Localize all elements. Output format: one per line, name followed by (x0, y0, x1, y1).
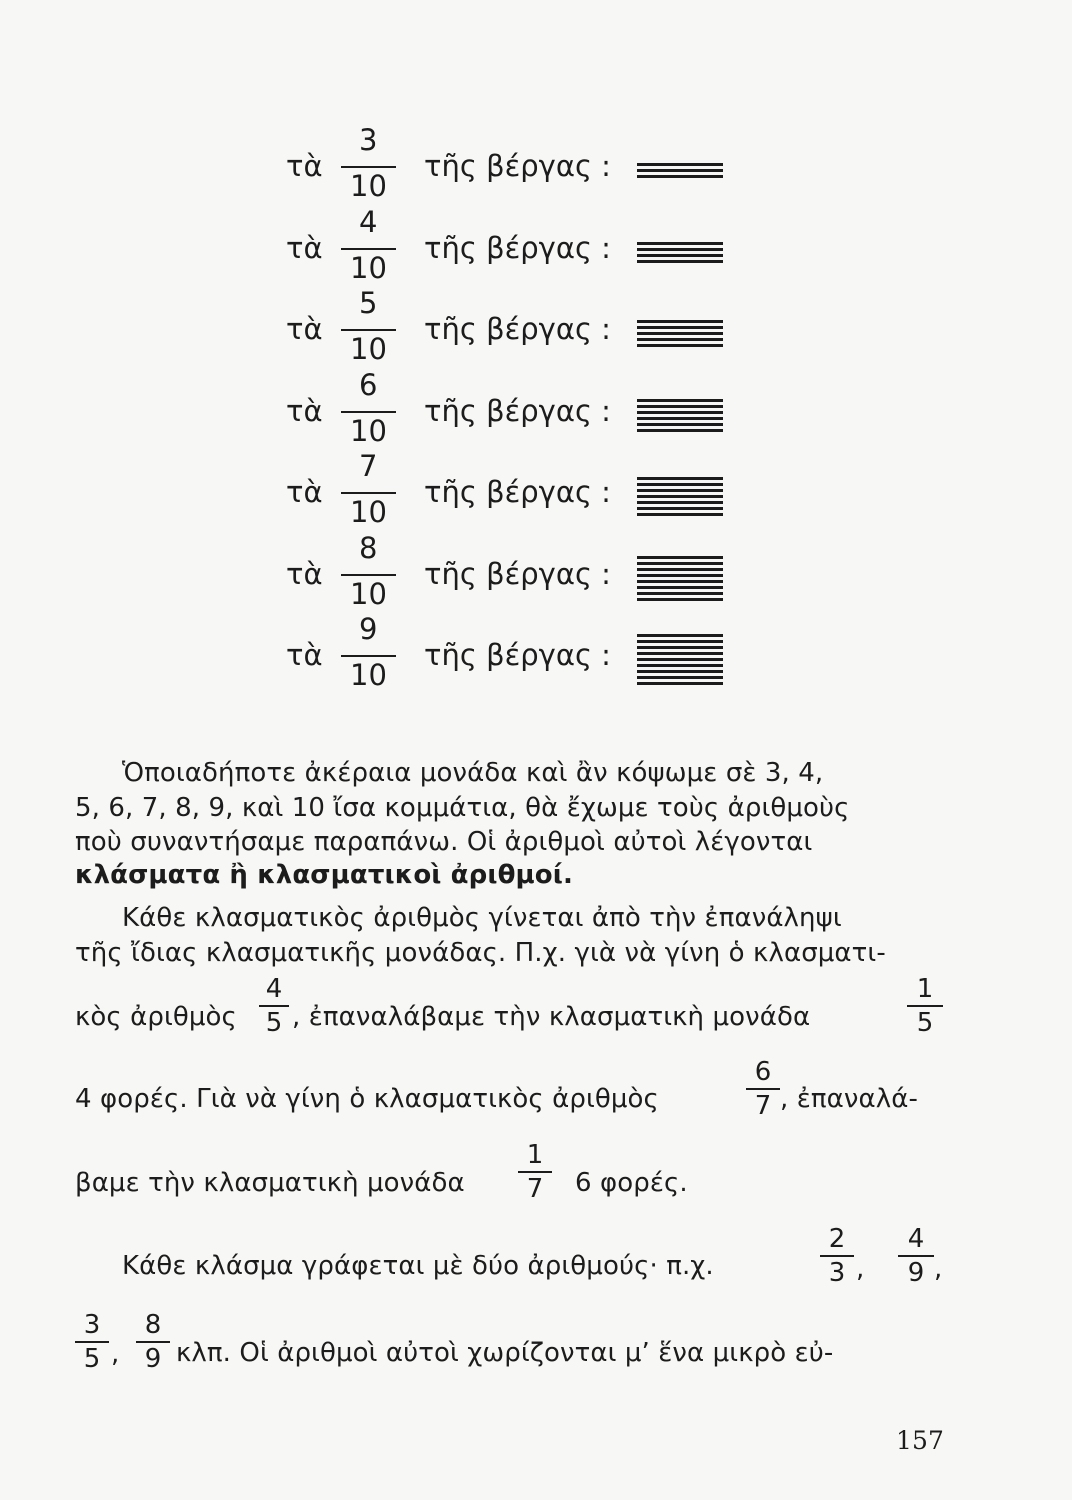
stripe (637, 423, 723, 426)
stripe (637, 260, 723, 263)
row-denominator: 10 (350, 577, 387, 611)
row-numerator: 7 (359, 449, 378, 483)
stripe (637, 248, 723, 251)
stripe (637, 574, 723, 577)
stripe (637, 568, 723, 571)
row-article: τὰ (286, 394, 323, 428)
para2-line2: τῆς ἴδιας κλασματικῆς μονάδας. Π.χ. γιὰ νὰ γίνη ὁ κλασματι- (75, 938, 886, 968)
row-phrase: τῆς βέργας : (424, 149, 611, 183)
stripe (637, 682, 723, 685)
stripe (637, 242, 723, 245)
row-article: τὰ (286, 475, 323, 509)
para1-line1: Ὁποιαδήποτε ἀκέραια μονάδα καὶ ἂν κόψωμε σὲ 3, 4, (122, 758, 824, 788)
fraction-8-9: 8 9 (136, 1312, 170, 1372)
para2-line5a: βαμε τὴν κλασματικὴ μονάδα (75, 1168, 465, 1198)
row-denominator: 10 (350, 169, 387, 203)
row-article: τὰ (286, 638, 323, 672)
stripe (637, 489, 723, 492)
stripe (637, 586, 723, 589)
row-numerator: 4 (359, 205, 378, 239)
para3-line2: κλπ. Οἱ ἀριθμοὶ αὐτοὶ χωρίζονται μ’ ἕνα μικρὸ εὐ- (176, 1338, 834, 1368)
comma-3: , (111, 1339, 120, 1369)
stripe (637, 326, 723, 329)
stripe (637, 501, 723, 504)
row-phrase: τῆς βέργας : (424, 231, 611, 265)
para2-line4a: 4 φορές. Γιὰ νὰ γίνη ὁ κλασματικὸς ἀριθμὸς (75, 1084, 659, 1114)
bar-stripes-icon (637, 477, 723, 516)
stripe (637, 411, 723, 414)
stripe (637, 163, 723, 166)
fraction-4-9: 4 9 (898, 1226, 934, 1286)
fraction-4-5: 4 5 (259, 976, 289, 1036)
stripe (637, 495, 723, 498)
bar-stripes-icon (637, 242, 723, 263)
stripe (637, 658, 723, 661)
row-phrase: τῆς βέργας : (424, 557, 611, 591)
row-denominator: 10 (350, 251, 387, 285)
stripe (637, 429, 723, 432)
fraction-1-5: 1 5 (907, 976, 943, 1036)
stripe (637, 338, 723, 341)
row-numerator: 9 (359, 612, 378, 646)
row-article: τὰ (286, 149, 323, 183)
row-denominator: 10 (350, 495, 387, 529)
fraction-1-7: 1 7 (518, 1142, 552, 1202)
para2-line4b: , ἐπαναλά- (780, 1084, 918, 1114)
row-phrase: τῆς βέργας : (424, 475, 611, 509)
stripe (637, 483, 723, 486)
row-article: τὰ (286, 231, 323, 265)
stripe (637, 580, 723, 583)
row-phrase: τῆς βέργας : (424, 312, 611, 346)
bar-stripes-icon (637, 634, 723, 685)
row-article: τὰ (286, 557, 323, 591)
stripe (637, 556, 723, 559)
stripe (637, 562, 723, 565)
stripe (637, 646, 723, 649)
stripe (637, 169, 723, 172)
para2-line1: Κάθε κλασματικὸς ἀριθμὸς γίνεται ἀπὸ τὴν ἐπανάληψι (122, 903, 842, 933)
fraction-bar (341, 655, 396, 657)
fraction-bar (341, 248, 396, 250)
stripe (637, 405, 723, 408)
fraction-bar (341, 574, 396, 576)
fraction-bar (341, 166, 396, 168)
stripe (637, 676, 723, 679)
stripe (637, 320, 723, 323)
para2-line5b: 6 φορές. (575, 1168, 688, 1198)
row-numerator: 8 (359, 531, 378, 565)
stripe (637, 513, 723, 516)
bar-stripes-icon (637, 556, 723, 601)
row-phrase: τῆς βέργας : (424, 638, 611, 672)
row-denominator: 10 (350, 414, 387, 448)
row-numerator: 6 (359, 368, 378, 402)
fraction-2-3: 2 3 (820, 1226, 854, 1286)
row-denominator: 10 (350, 332, 387, 366)
para1-line2: 5, 6, 7, 8, 9, καὶ 10 ἴσα κομμάτια, θὰ ἔχωμε τοὺς ἀριθμοὺς (75, 793, 850, 823)
stripe (637, 592, 723, 595)
stripe (637, 664, 723, 667)
stripe (637, 417, 723, 420)
bar-stripes-icon (637, 163, 723, 178)
fraction-bar (341, 492, 396, 494)
para1-line3: ποὺ συναντήσαμε παραπάνω. Οἱ ἀριθμοὶ αὐτοὶ λέγονται (75, 827, 813, 857)
row-phrase: τῆς βέργας : (424, 394, 611, 428)
comma-2: , (934, 1254, 943, 1284)
fraction-bar (341, 411, 396, 413)
stripe (637, 634, 723, 637)
row-numerator: 5 (359, 286, 378, 320)
para2-line3a: κὸς ἀριθμὸς (75, 1002, 237, 1032)
stripe (637, 175, 723, 178)
para1-line4: κλάσματα ἢ κλασματικοὶ ἀριθμοί. (75, 860, 573, 890)
stripe (637, 670, 723, 673)
stripe (637, 477, 723, 480)
para2-line3b: , ἐπαναλάβαμε τὴν κλασματικὴ μονάδα (292, 1002, 811, 1032)
para3-line1: Κάθε κλάσμα γράφεται μὲ δύο ἀριθμούς· π.χ. (122, 1251, 714, 1281)
page-number: 157 (896, 1426, 945, 1455)
stripe (637, 598, 723, 601)
stripe (637, 507, 723, 510)
fraction-3-5: 3 5 (75, 1312, 109, 1372)
stripe (637, 652, 723, 655)
stripe (637, 399, 723, 402)
row-article: τὰ (286, 312, 323, 346)
fraction-bar (341, 329, 396, 331)
stripe (637, 640, 723, 643)
stripe (637, 344, 723, 347)
stripe (637, 254, 723, 257)
bar-stripes-icon (637, 399, 723, 432)
row-numerator: 3 (359, 123, 378, 157)
comma-1: , (856, 1254, 865, 1284)
row-denominator: 10 (350, 658, 387, 692)
bar-stripes-icon (637, 320, 723, 347)
stripe (637, 332, 723, 335)
fraction-6-7: 6 7 (746, 1059, 780, 1119)
